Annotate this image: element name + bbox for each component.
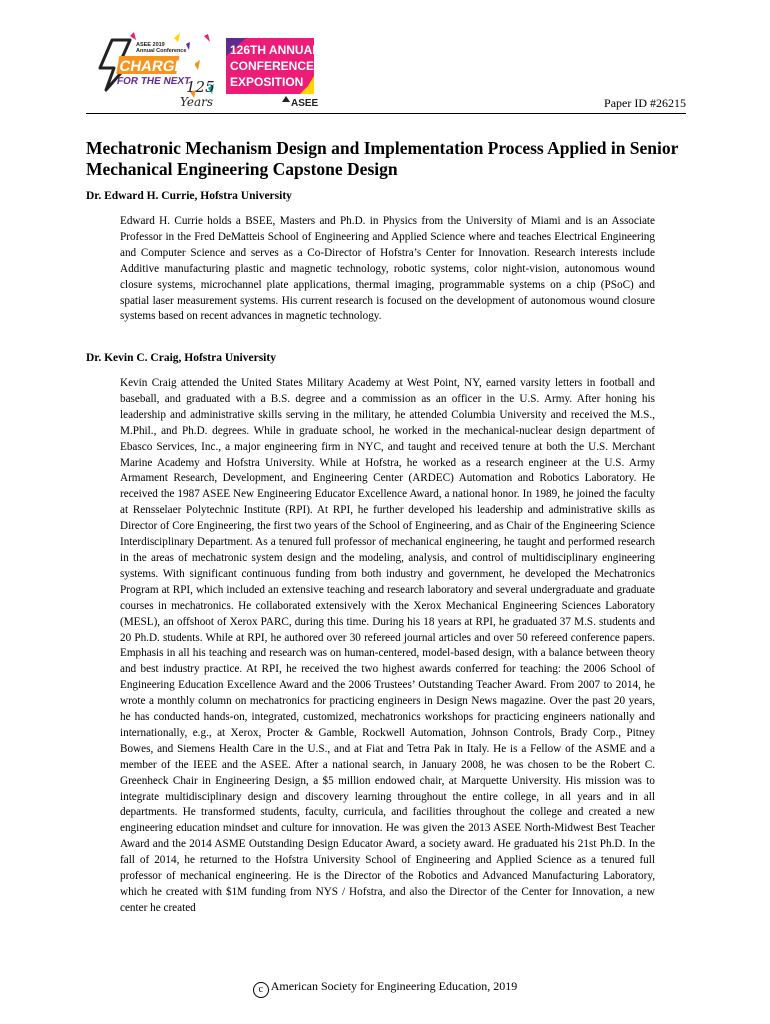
- confetti-mark: [186, 42, 190, 50]
- logo-years: Years: [180, 95, 214, 109]
- author-name-currie: Dr. Edward H. Currie, Hofstra University: [86, 190, 292, 202]
- asee-conference-logo: [86, 30, 332, 110]
- paper-title: Mechatronic Mechanism Design and Implementation Process Applied in Senior Mechanical Engineering Capstone Design: [86, 138, 679, 179]
- footer-text: American Society for Engineering Education, 2019: [270, 979, 518, 993]
- logo-conference-label: Annual Conference: [136, 48, 187, 54]
- author-name-craig: Dr. Kevin C. Craig, Hofstra University: [86, 352, 276, 364]
- paper-id: Paper ID #26215: [604, 96, 686, 110]
- logo-annual-3: EXPOSITION: [230, 75, 304, 89]
- confetti-mark: [204, 34, 210, 42]
- logo-conference-year: ASEE 2019: [136, 42, 165, 48]
- author-bio-craig: Kevin Craig attended the United States Military Academy at West Point, NY, earned varsity letters in football and baseball, and graduated with a B.S. degree and a commission as an officer in the U.S. Army. After honing his leadership and administrative skills serving in the military, he attended Columbia University and received the M.S., M.Phil., and Ph.D. degrees. While in graduate school, he worked in the mechanical-nuclear design department of Ebasco Services, Inc., a major engineering firm in NYC, and taught and received tenure at both the U.S. Merchant Marine Academy and Hofstra University. While at Hofstra, he worked as a research engineer at the U.S. Army Armament Research, Development, and Engineering Center (ARDEC) Automation and Robotics Laboratory. He received the 1987 ASEE New Engineering Educator Excellence Award, a national honor. In 1989, he joined the faculty at Rensselaer Polytechnic Institute (RPI). At RPI, he further developed his leadership and administrative skills as Director of Core Engineering, the first two years of the School of Engineering, and as Chair of the Engineering Science Interdisciplinary Department. As a tenured full professor of mechanical engineering, he taught and performed research in the areas of mechatronic system design and the modeling, analysis, and control of multidisciplinary engineering systems. With significant continuous funding from both industry and government, he developed the Mechatronics Program at RPI, which included an extensive teaching and research laboratory and several undergraduate and graduate courses in mechatronics. He collaborated extensively with the Xerox Mechanical Engineering Sciences Laboratory (MESL), an offshoot of Xerox PARC, during this time. During his 18 years at RPI, he graduated 37 M.S. students and 20 Ph.D. students. While at RPI, he authored over 30 refereed journal articles and over 50 refereed conference papers. Emphasis in all his teaching and research was on human-centered, model-based design, with a balance between theory and best industry practice. At RPI, he received the two highest awards conferred for teaching: the 2006 School of Engineering Education Excellence Award and the 2006 Trustees’ Outstanding Teacher Award. From 2007 to 2014, he wrote a monthly column on mechatronics for practicing engineers in Design News magazine. Over the past 20 years, he has conducted hands-on, integrated, customized, mechatronics workshops for practicing engineers nationally and internationally, e.g., at Xerox, Procter & Gamble, Rockwell Automation, Johnson Controls, Brady Corp., Pitney Bowes, and Siemens Health Care in the U.S., and at Fiat and Tetra Pak in Italy. He is a Fellow of the ASME and a member of the IEEE and the ASEE. After a national search, in January 2008, he was chosen to be the Robert C. Greenheck Chair in Engineering Design, a $5 million endowed chair, at Marquette University. His mission was to integrate multidisciplinary design and discovery learning throughout the entire college, in all years and in all departments. He transformed students, faculty, curricula, and facilities throughout the college and created a new engineering education mindset and culture for innovation. He was given the 2013 ASEE North-Midwest Best Teacher Award and the 2014 ASME Outstanding Design Educator Award, a society award. He graduated his 21st Ph.D. In the fall of 2014, he returned to the Hofstra University School of Engineering and Applied Science as a tenured full professor of mechanical engineering. He is the Director of the Robotics and Advanced Manufacturing Laboratory, which he created with $1M funding from NYS / Hofstra, and also the Director of the Center for Innovation, a new center he created: [120, 377, 655, 914]
- header-divider: [86, 113, 686, 114]
- author-bio-currie: Edward H. Currie holds a BSEE, Masters and Ph.D. in Physics from the University of Miami and is an Associate Professor in the Fred DeMatteis School of Engineering and Applied Science where and teaches Electrical Engineering and Computer Science and serves as a Co-Director of Hofstra’s Center for Innovation. Research interests include Additive manufacturing plastic and magnetic technology, robotic systems, color night-vision, autonomous wound closure systems, microchannel plate applications, thermal imaging, programmable systems on a chip (PSoC) and spatial laser measurement systems. His current research is focused on the development of autonomous wound closure systems based on recent advances in magnetic technology.: [120, 215, 655, 323]
- logo-annual-2: CONFERENCE &: [230, 59, 327, 73]
- logo-tagline-2: FOR THE NEXT: [115, 76, 192, 87]
- confetti-mark: [174, 33, 180, 42]
- logo-tagline-1: CHARGED UP: [118, 58, 222, 75]
- copyright-footer: [0, 979, 770, 998]
- logo-annual-1: 126TH ANNUAL: [230, 43, 320, 57]
- logo-org: ASEE: [291, 98, 319, 109]
- asee-mark-icon: [282, 96, 290, 102]
- copyright-icon: c: [253, 982, 269, 998]
- logo-number: 125: [186, 78, 215, 96]
